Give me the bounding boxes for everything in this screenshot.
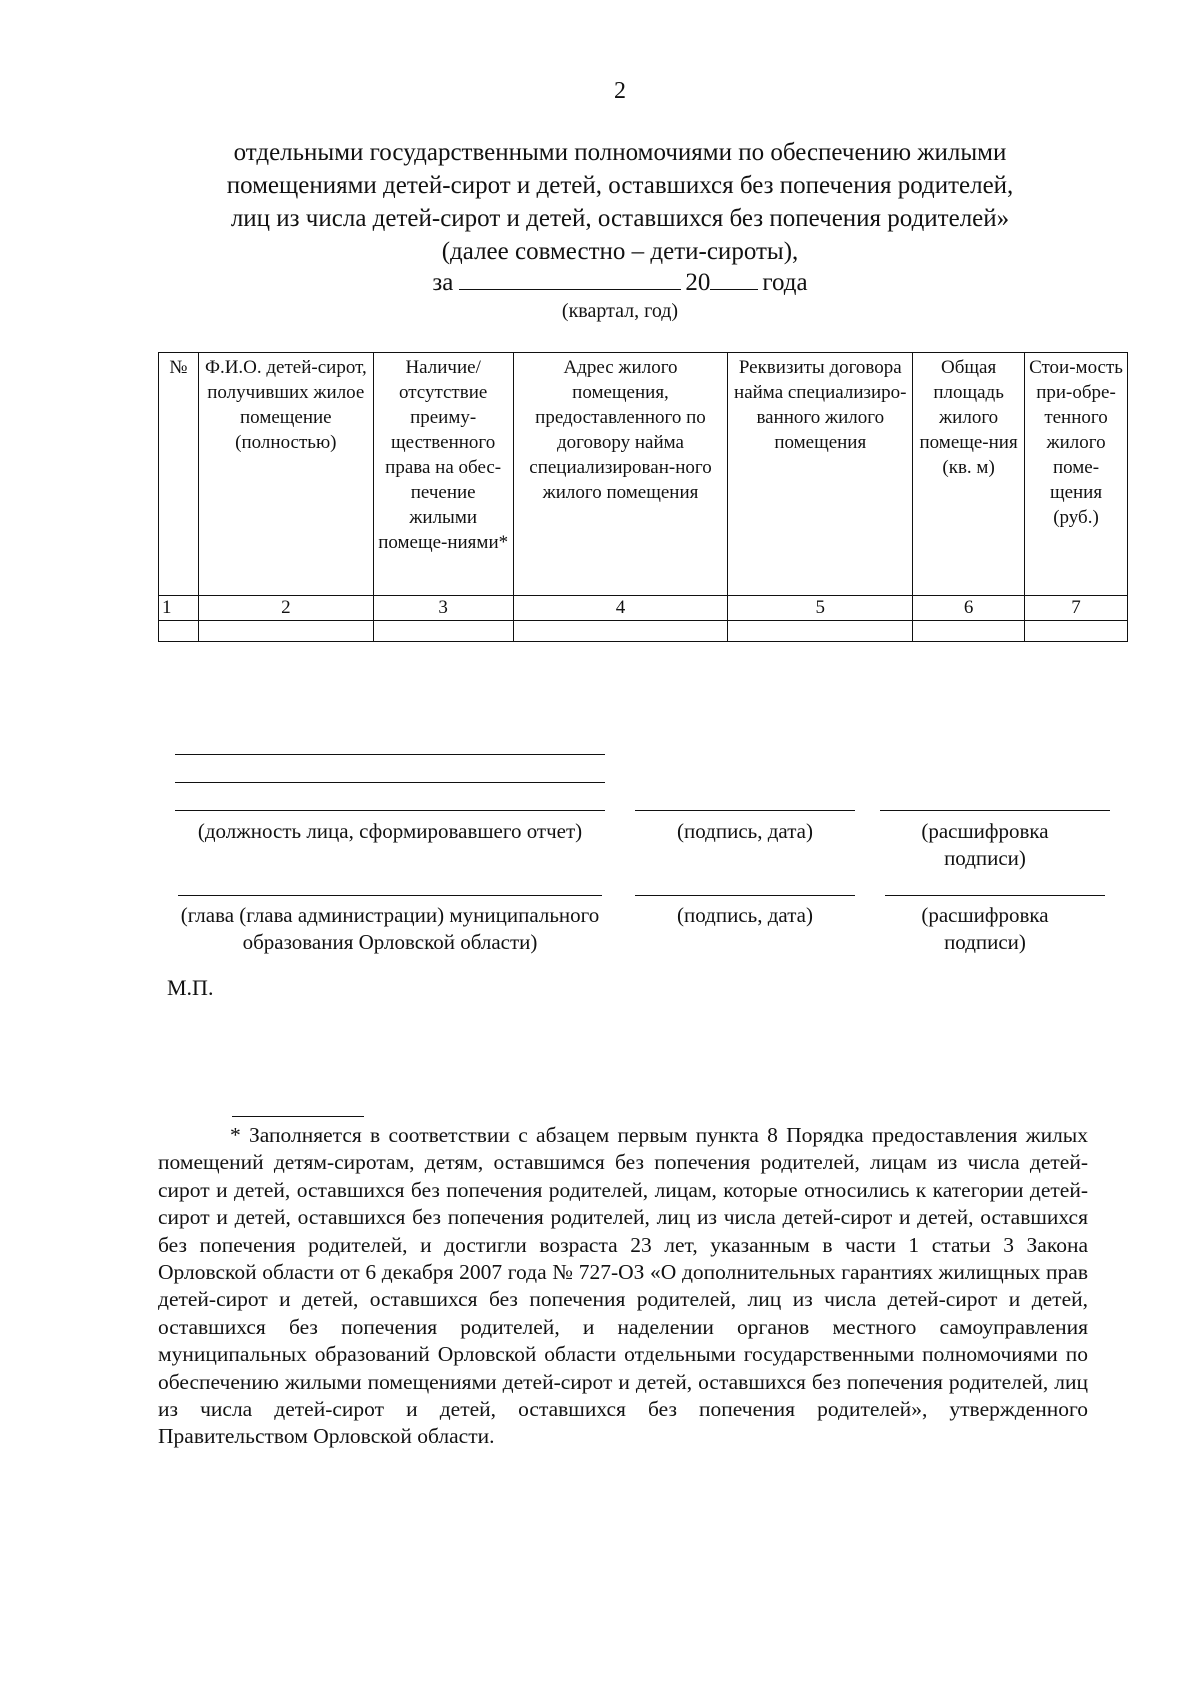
heading-line: лиц из числа детей-сирот и детей, оставшихся без попечения родителей»	[230, 205, 1010, 232]
table-cell[interactable]	[913, 621, 1025, 642]
report-period	[150, 265, 1090, 297]
column-number: 3	[373, 596, 513, 621]
column-header-cost: Стои-мость при-обре-тенного жилого поме-щения (руб.)	[1025, 353, 1128, 596]
decoding-line	[885, 895, 1105, 896]
column-number: 7	[1025, 596, 1128, 621]
position-blank-line	[175, 782, 605, 783]
year-blank	[710, 265, 758, 290]
column-number: 5	[728, 596, 913, 621]
column-header-number: №	[159, 353, 199, 596]
column-number-row	[159, 596, 1128, 621]
table-cell[interactable]	[373, 621, 513, 642]
column-number: 2	[198, 596, 373, 621]
heading-line: помещениями детей-сирот и детей, оставшихся без попечения родителей,	[226, 172, 1014, 199]
heading-line: (далее совместно – дети-сироты),	[441, 238, 799, 265]
table-cell[interactable]	[728, 621, 913, 642]
column-header-contract: Реквизиты договора найма специализиро-ванного жилого помещения	[728, 353, 913, 596]
head-blank-line	[178, 895, 602, 896]
table-cell[interactable]	[159, 621, 199, 642]
table-row	[159, 621, 1128, 642]
column-number: 1	[159, 596, 199, 621]
column-header-priority-right: Наличие/ отсутствие преиму-щественного права на обес-печение жилыми помеще-ниями*	[373, 353, 513, 596]
period-suffix: года	[762, 269, 808, 296]
decoding-caption: (расшифровка подписи)	[921, 819, 1049, 870]
column-header-name: Ф.И.О. детей-сирот, получивших жилое помещение (полностью)	[198, 353, 373, 596]
quarter-blank	[459, 265, 681, 290]
signature-line	[635, 895, 855, 896]
position-blank-line	[175, 754, 605, 755]
position-blank-line	[175, 810, 605, 811]
table-cell[interactable]	[1025, 621, 1128, 642]
column-number: 6	[913, 596, 1025, 621]
decoding-line	[880, 810, 1110, 811]
table-cell[interactable]	[198, 621, 373, 642]
column-number: 4	[513, 596, 728, 621]
heading-line: отдельными государственными полномочиями по обеспечению жилыми	[233, 139, 1007, 166]
year-prefix: 20	[685, 269, 711, 296]
seal-placeholder: М.П.	[167, 975, 214, 1000]
column-header-area: Общая площадь жилого помеще-ния (кв. м)	[913, 353, 1025, 596]
table-cell[interactable]	[513, 621, 728, 642]
period-prefix: за	[432, 269, 454, 296]
document-heading	[150, 136, 1090, 268]
position-caption: (должность лица, сформировавшего отчет)	[197, 819, 583, 843]
decoding-caption: (расшифровка подписи)	[921, 903, 1049, 954]
column-header-address: Адрес жилого помещения, предоставленного по договору найма специализирован-ного жилого помещения	[513, 353, 728, 596]
table-header-row	[159, 353, 1128, 596]
footnote-separator	[232, 1116, 364, 1117]
page-number: 2	[614, 78, 626, 104]
signature-date-caption: (подпись, дата)	[677, 819, 813, 843]
signature-line	[635, 810, 855, 811]
period-caption: (квартал, год)	[561, 300, 679, 322]
signature-date-caption: (подпись, дата)	[677, 903, 813, 927]
report-table	[158, 352, 1128, 642]
head-caption: (глава (глава администрации) муниципального образования Орловской области)	[180, 903, 600, 954]
footnote: * Заполняется в соответствии с абзацем первым пункта 8 Порядка предоставления жилых помещений детям-сиротам, детям, оставшимся без попечения родителей, лицам из числа детей-сирот и детей, оставшихся без попечения родителей, лицам, которые относились к категории детей-сирот и детей, оставшихся без попечения родителей, лиц из числа детей-сирот и детей, оставшихся без попечения родителей, и достигли возраста 23 лет, указанным в части 1 статьи 3 Закона Орловской области от 6 декабря 2007 года № 727-ОЗ «О дополнительных гарантиях жилищных прав детей-сирот и детей, оставшихся без попечения родителей, лиц из числа детей-сирот и детей, оставшихся без попечения родителей, и наделении органов местного самоуправления муниципальных образований Орловской области отдельными государственными полномочиями по обеспечению жилыми помещениями детей-сирот и детей, оставшихся без попечения родителей, лиц из числа детей-сирот и детей, оставшихся без попечения родителей», утвержденного Правительством Орловской области.	[158, 1123, 1088, 1449]
